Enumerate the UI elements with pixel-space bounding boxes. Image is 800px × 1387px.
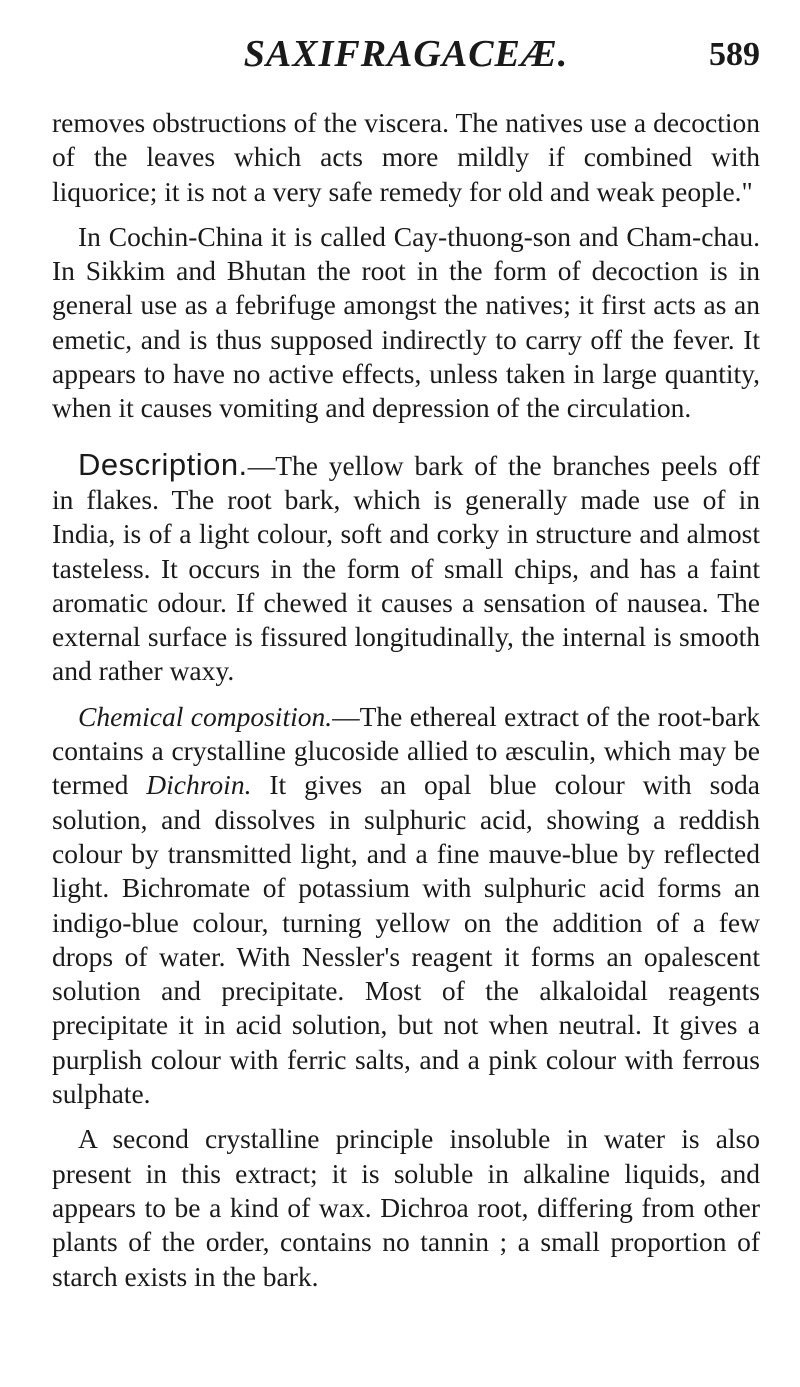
paragraph-text: —The ethereal extract of the root-bark contains a crystalline glucoside allied to æsculin, which may be termed (52, 700, 760, 801)
section-heading-description: Description. (78, 446, 248, 482)
paragraph-continuation (52, 106, 760, 209)
italic-term-dichroin: Dichroin. (146, 769, 252, 801)
paragraph-text: A second crystalline principle insoluble in water is also present in this extract; it is soluble in alkaline liquids, and appears to be a kind of wax. Dichroa root, differing from other plants of the order, contains no tannin ; a small proportion of starch exists in the bark. (52, 1123, 760, 1292)
paragraph-text: removes obstructions of the viscera. The natives use a decoction of the leaves which acts more mildly if combined with liquorice; it is not a very safe remedy for old and weak people." (52, 107, 760, 207)
paragraph-text: —The yellow bark of the branches peels off in flakes. The root bark, which is generally made use of in India, is of a light colour, soft and corky in structure and almost tasteless. It occurs in the form of small chips, and has a faint aromatic odour. If chewed it causes a sensation of nausea. The external surface is fissured longitudinally, the internal is smooth and rather waxy. (52, 449, 760, 687)
body-text (52, 106, 760, 1305)
paragraph-text: It gives an opal blue colour with soda solution, and dissolves in sulphuric acid, showing a reddish colour by transmitted light, and a fine mauve-blue by reflected light. Bichromate of potassium with sulphuric acid forms an indigo-blue colour, turning yellow on the addition of a few drops of water. With Nessler's reagent it forms an opalescent solution and precipitate. Most of the alkaloidal reagents precipitate it in acid solution, but not when neutral. It gives a purplish colour with ferric salts, and a pink colour with ferrous sulphate. (52, 769, 760, 1110)
paragraph-text: In Cochin-China it is called Cay-thuong-son and Cham-chau. In Sikkim and Bhutan the root in the form of decoction is in general use as a febrifuge amongst the natives; it first acts as an emetic, and is thus supposed indirectly to carry off the fever. It appears to have no active effects, unless taken in large quantity, when it causes vomiting and depression of the circulation. (52, 220, 760, 424)
page-number: 589 (709, 36, 760, 73)
paragraph-second-principle (52, 1122, 760, 1293)
paragraph-description (52, 448, 760, 689)
paragraph-cochin-china (52, 220, 760, 426)
section-heading-chemical-composition: Chemical composition. (78, 700, 333, 732)
running-title: SAXIFRAGACEÆ. (243, 33, 569, 75)
paragraph-chemical-composition (52, 700, 760, 1112)
running-head (52, 28, 760, 88)
